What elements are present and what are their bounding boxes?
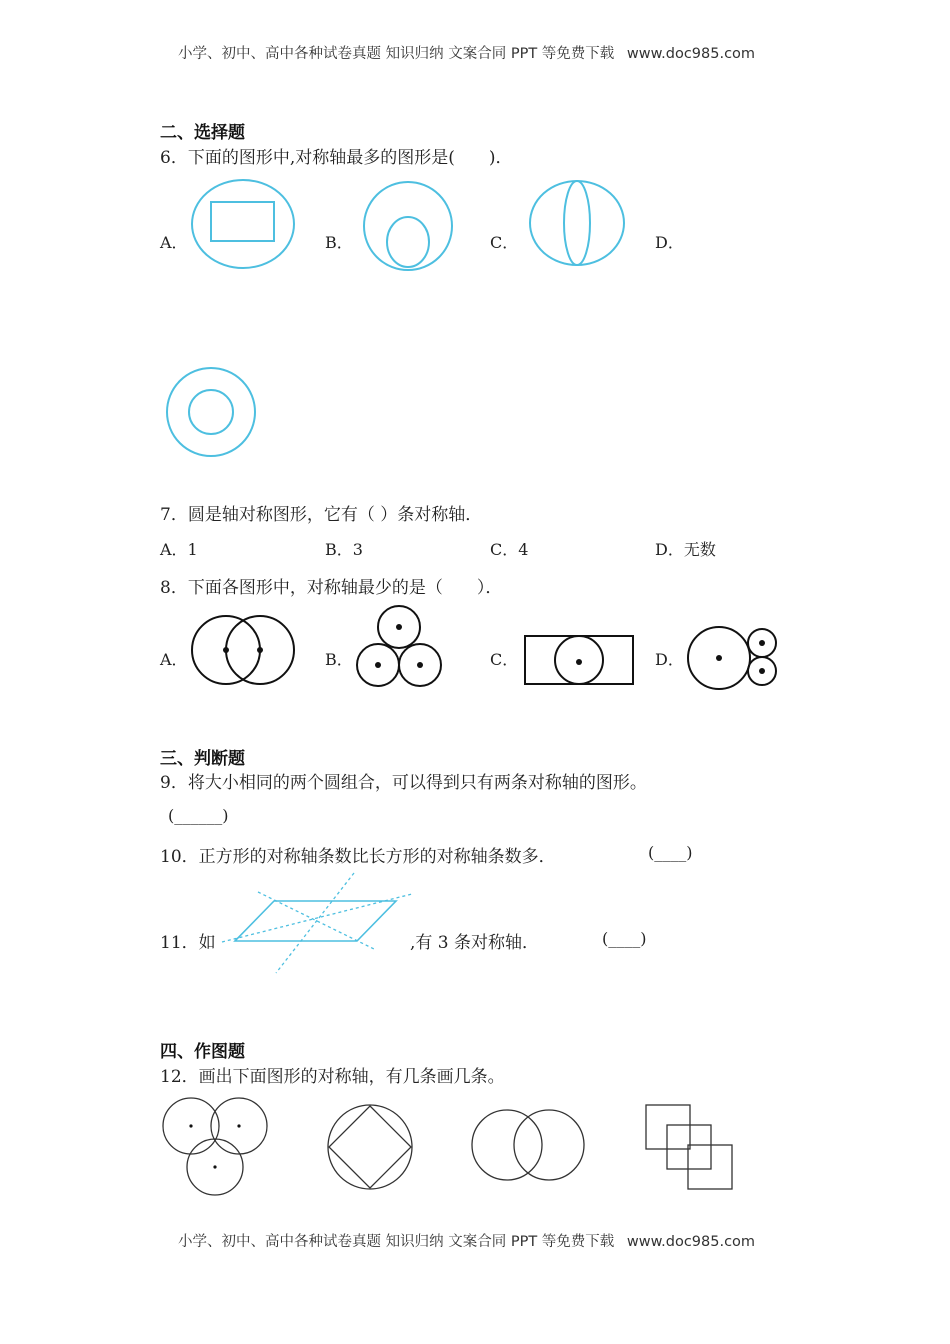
q7-option-a: A．1 bbox=[160, 540, 198, 559]
question-9: 9．将大小相同的两个圆组合，可以得到只有两条对称轴的图形。 bbox=[160, 773, 647, 793]
question-6: 6．下面的图形中,对称轴最多的图形是( )． bbox=[160, 148, 513, 168]
q6-figure-a bbox=[190, 178, 298, 272]
question-7: 7．圆是轴对称图形，它有（ ）条对称轴． bbox=[160, 505, 483, 525]
footer-text: 小学、初中、高中各种试卷真题 知识归纳 文案合同 PPT 等免费下载 bbox=[178, 1234, 615, 1250]
q8-figure-d bbox=[686, 624, 780, 692]
q6-option-d-label: D． bbox=[655, 233, 684, 252]
q12-figure-circle-square bbox=[326, 1103, 416, 1193]
q6-figure-c bbox=[527, 178, 627, 268]
q12-figure-two-circles bbox=[471, 1107, 585, 1183]
question-11-suffix: ,有 3 条对称轴． bbox=[410, 933, 540, 953]
footer-site: www.doc985.com bbox=[626, 1234, 756, 1250]
q8-figure-b bbox=[355, 604, 445, 690]
q11-parallelogram-figure bbox=[218, 872, 414, 976]
q12-figure-three-circles bbox=[160, 1095, 272, 1199]
q6-option-b-label: B． bbox=[325, 233, 353, 252]
q6-option-a-label: A． bbox=[160, 233, 188, 252]
q8-figure-c bbox=[523, 630, 637, 688]
header-site: www.doc985.com bbox=[626, 46, 756, 62]
q6-figure-d bbox=[165, 366, 259, 460]
question-11-prefix: 11．如 bbox=[160, 933, 216, 953]
page-footer bbox=[178, 1230, 755, 1251]
header-text: 小学、初中、高中各种试卷真题 知识归纳 文案合同 PPT 等免费下载 bbox=[178, 46, 615, 62]
question-12: 12．画出下面图形的对称轴，有几条画几条。 bbox=[160, 1067, 505, 1087]
q7-option-d: D．无数 bbox=[655, 540, 716, 559]
q11-answer-blank[interactable]: (____) bbox=[602, 929, 647, 948]
question-10: 10．正方形的对称轴条数比长方形的对称轴条数多． bbox=[160, 847, 556, 867]
q6-option-c-label: C． bbox=[490, 233, 519, 252]
q7-option-b: B．3 bbox=[325, 540, 363, 559]
question-8: 8．下面各图形中，对称轴最少的是（ ）． bbox=[160, 578, 503, 598]
q8-option-d-label: D． bbox=[655, 650, 684, 669]
section-title-drawing: 四、作图题 bbox=[160, 1042, 245, 1062]
q7-option-c: C．4 bbox=[490, 540, 529, 559]
q9-answer-blank[interactable]: (______) bbox=[168, 806, 229, 825]
page-header bbox=[178, 42, 755, 63]
q8-option-c-label: C． bbox=[490, 650, 519, 669]
q8-option-a-label: A． bbox=[160, 650, 188, 669]
q10-answer-blank[interactable]: (____) bbox=[648, 843, 693, 862]
q8-option-b-label: B． bbox=[325, 650, 353, 669]
section-title-choice: 二、选择题 bbox=[160, 123, 245, 143]
q12-figure-three-squares bbox=[644, 1103, 734, 1193]
q6-figure-b bbox=[360, 183, 456, 271]
q8-figure-a bbox=[190, 613, 296, 687]
section-title-judgement: 三、判断题 bbox=[160, 749, 245, 769]
